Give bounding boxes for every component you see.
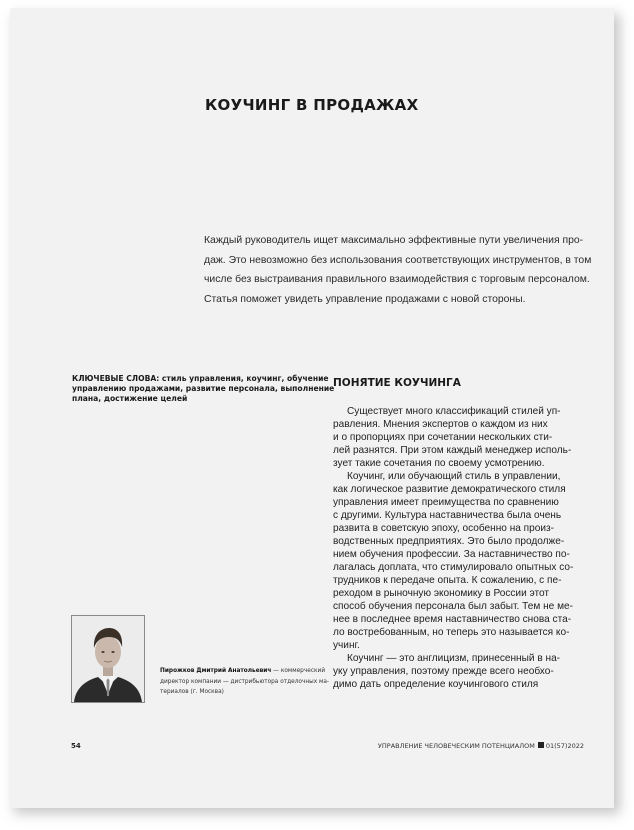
body-line: ло востребованным, но теперь это называется ко- — [333, 627, 570, 638]
journal-footer — [378, 742, 584, 750]
body-line: Коучинг — это англицизм, принесенный в на- — [347, 653, 561, 664]
author-role: — коммерческий — [271, 668, 326, 674]
author-caption-line-1 — [160, 666, 326, 677]
square-bullet-icon — [538, 742, 544, 748]
body-line: развита в советскую эпоху, особенно на произ- — [333, 523, 555, 534]
author-caption — [160, 666, 330, 698]
author-caption-line-3: териалов (г. Москва) — [160, 689, 224, 695]
section-body — [333, 405, 581, 691]
body-line: как логическое развитие демократического стиля — [333, 484, 566, 495]
journal-title: УПРАВЛЕНИЕ ЧЕЛОВЕЧЕСКИМ ПОТЕНЦИАЛОМ — [377, 742, 535, 750]
lead-line: Статья поможет увидеть управление продажами с новой стороны. — [204, 293, 526, 305]
body-line: Существует много классификаций стилей уп- — [347, 406, 561, 417]
lead-line: Каждый руководитель ищет максимально эффективные пути увеличения про- — [204, 235, 584, 246]
body-line: трудников к передаче опыта. К сожалению, с пе- — [333, 575, 562, 586]
keywords-line: КЛЮЧЕВЫЕ СЛОВА: стиль управления, коучинг, обучение — [72, 374, 329, 383]
author-portrait-image — [72, 616, 144, 702]
author-photo — [71, 615, 145, 703]
article-lead — [204, 231, 592, 309]
body-line: нее в последнее время наставничество снова ста- — [333, 614, 572, 625]
body-line: уку управления, поэтому прежде всего необхо- — [333, 666, 554, 677]
body-line: и о пропорциях при сочетании нескольких сти- — [333, 432, 553, 443]
body-line: нием обучения профессии. За наставничество по- — [333, 549, 570, 560]
body-line: Коучинг, или обучающий стиль в управлении, — [347, 471, 561, 482]
author-name: Пирожков Дмитрий Анатольевич — [160, 668, 272, 674]
journal-issue: 01(57)2022 — [545, 742, 584, 750]
body-line: с другими. Культура наставничества была очень — [333, 510, 562, 521]
lead-line: даж. Это невозможно без использования соответствующих инструментов, в том — [204, 254, 592, 266]
body-line: водственных предприятиях. Это было продолже- — [333, 536, 565, 547]
lead-line: числе без выстраивания правильного взаимодействия с торговым персоналом. — [204, 274, 590, 285]
page-number: 54 — [71, 742, 81, 750]
body-line: управления имеет преимущества по сравнению — [333, 497, 559, 508]
keywords-line: плана, достижение целей — [72, 394, 188, 403]
body-line: димо дать определение коучингового стиля — [333, 679, 539, 690]
body-line: зует такие сочетания по своему усмотрению. — [333, 458, 545, 469]
body-line: реходом в рыночную экономику в России этот — [333, 588, 549, 599]
body-line: лагалась доплата, что стимулировало опытных со- — [333, 562, 574, 573]
body-line: учинг. — [333, 640, 360, 651]
author-caption-line-2: директор компании — дистрибьютора отделочных ма- — [160, 678, 330, 685]
body-line: способ обучения персонала был забыт. Тем не ме- — [333, 601, 574, 612]
body-line: лей разнятся. При этом каждый менеджер исполь- — [333, 445, 572, 456]
section-title: ПОНЯТИЕ КОУЧИНГА — [333, 377, 461, 389]
article-title: КОУЧИНГ В ПРОДАЖАХ — [205, 96, 419, 114]
keywords-line: управлению продажами, развитие персонала, выполнение — [72, 384, 335, 393]
keywords-block — [72, 374, 335, 404]
body-line: равления. Мнения экспертов о каждом из них — [333, 419, 548, 430]
